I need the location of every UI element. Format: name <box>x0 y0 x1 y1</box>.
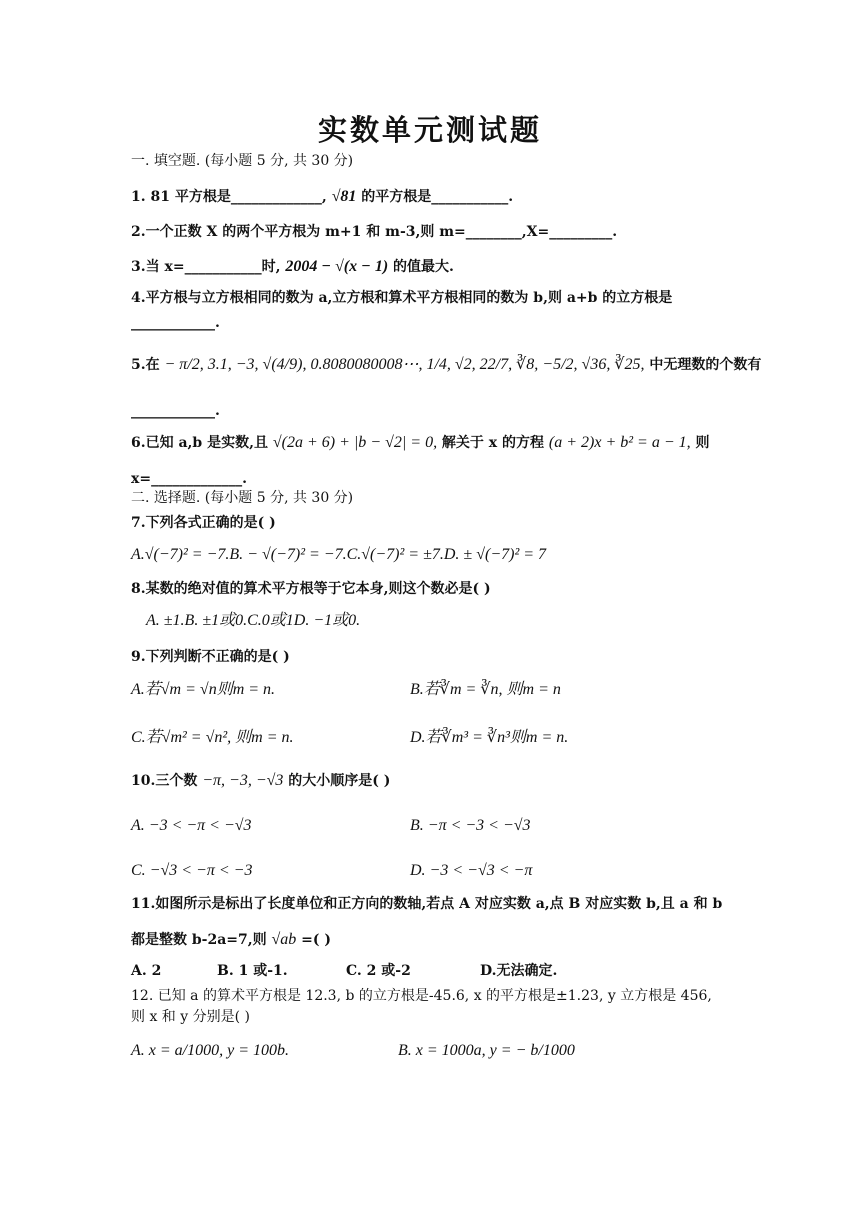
q10-text-b: 的大小顺序是( ) <box>283 773 391 789</box>
question-7: 7.下列各式正确的是( ) <box>131 515 276 531</box>
q11-text-c: =( ) <box>296 932 332 948</box>
question-9-row-1 <box>131 681 561 699</box>
question-9: 9.下列判断不正确的是( ) <box>131 649 290 665</box>
question-5-line-2: ____________. <box>131 403 220 419</box>
q12-option-a: A. x = a/1000, y = 100b. <box>131 1042 290 1059</box>
q1-text-b: 的平方根是___________. <box>356 189 514 205</box>
q5-text-b: 中无理数的个数有 <box>644 357 762 373</box>
q6-text-a: 6.已知 a,b 是实数,且 <box>131 435 273 451</box>
question-12-options <box>131 1042 575 1060</box>
question-11-options <box>131 962 558 980</box>
q3-text-b: 的值最大. <box>388 259 454 275</box>
q11-math: √ab <box>271 931 297 948</box>
section-choice-heading: 二. 选择题. (每小题 5 分, 共 30 分) <box>131 490 354 506</box>
question-8: 8.某数的绝对值的算术平方根等于它本身,则这个数必是( ) <box>131 581 491 597</box>
q11-text-b: 都是整数 b-2a=7,则 <box>131 932 272 948</box>
question-12-line-1: 12. 已知 a 的算术平方根是 12.3, b 的立方根是-45.6, x 的平方根是±1.23, y 立方根是 456, <box>131 988 712 1004</box>
q6-text-b: 解关于 x 的方程 <box>437 435 549 451</box>
question-11-line-1: 11.如图所示是标出了长度单位和正方向的数轴,若点 A 对应实数 a,点 B 对应实数 b,且 a 和 b <box>131 896 723 912</box>
q1-text-a: 1. 81 平方根是_____________, <box>131 189 332 205</box>
q10-option-d: D. −3 < −√3 < −π <box>410 862 533 879</box>
q5-text-a: 5.在 <box>131 357 165 373</box>
question-4-line-2: ____________. <box>131 315 220 331</box>
q9-option-d: D.若∛m³ = ∛n³则m = n. <box>410 729 569 746</box>
q3-text-a: 3.当 x=___________时, <box>131 259 286 275</box>
q10-math: −π, −3, −√3 <box>202 772 284 789</box>
q9-option-b: B.若∛m = ∛n, 则m = n <box>410 681 561 698</box>
question-10 <box>131 772 390 790</box>
q6-text-c: 则 <box>690 435 710 451</box>
question-7-options: A.√(−7)² = −7.B. − √(−7)² = −7.C.√(−7)² = ±7.D. ± √(−7)² = 7 <box>131 546 547 563</box>
q10-option-c: C. −√3 < −π < −3 <box>131 862 253 879</box>
q3-math: 2004 − √(x − 1) <box>285 258 389 275</box>
question-3 <box>131 258 454 276</box>
q6-math-2: (a + 2)x + b² = a − 1, <box>548 434 691 451</box>
question-9-row-2 <box>131 729 569 747</box>
question-8-options: A. ±1.B. ±1或0.C.0或1D. −1或0. <box>146 612 361 629</box>
q10-option-a: A. −3 < −π < −√3 <box>131 817 252 834</box>
q1-math: √81 <box>331 188 357 205</box>
question-11-line-2 <box>131 931 331 949</box>
question-1 <box>131 188 513 206</box>
q11-option-c: C. 2 或-2 <box>346 963 411 979</box>
question-12-line-2: 则 x 和 y 分别是( ) <box>131 1009 250 1025</box>
q10-option-b: B. −π < −3 < −√3 <box>410 817 531 834</box>
question-5 <box>131 356 761 374</box>
q11-option-a: A. 2 <box>131 963 162 979</box>
q9-option-a: A.若√m = √n则m = n. <box>131 681 276 698</box>
question-10-row-1 <box>131 817 531 835</box>
q10-text-a: 10.三个数 <box>131 773 203 789</box>
q11-option-d: D.无法确定. <box>480 963 558 979</box>
question-6-line-2: x=_____________. <box>131 471 247 487</box>
question-10-row-2 <box>131 862 533 880</box>
q9-option-c: C.若√m² = √n², 则m = n. <box>131 729 294 746</box>
page-title: 实数单元测试题 <box>317 113 542 147</box>
q11-option-b: B. 1 或-1. <box>217 963 288 979</box>
q5-math: − π/2, 3.1, −3, √(4/9), 0.8080080008⋯, 1/4, √2, 22/7, ∛8, −5/2, √36, ∛25, <box>164 356 645 373</box>
question-2: 2.一个正数 X 的两个平方根为 m+1 和 m-3,则 m=________,X=_________. <box>131 224 618 240</box>
q6-math-1: √(2a + 6) + |b − √2| = 0, <box>272 434 438 451</box>
section-fill-heading: 一. 填空题. (每小题 5 分, 共 30 分) <box>131 153 354 169</box>
question-6 <box>131 434 710 452</box>
q12-option-b: B. x = 1000a, y = − b/1000 <box>398 1042 575 1059</box>
question-4-line-1: 4.平方根与立方根相同的数为 a,立方根和算术平方根相同的数为 b,则 a+b 的立方根是 <box>131 290 673 306</box>
